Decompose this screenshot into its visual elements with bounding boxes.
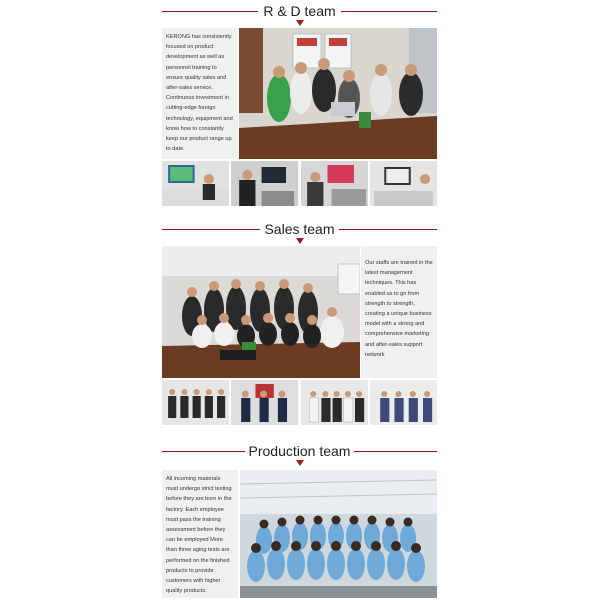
rd-team-description: KERONG has consistently focused on product development as well as personnel training to ensure quality sales and after-sales service. Continuous investment in cutting-edge foreign technology, equipment and know how to constantly keep our product range up to date.	[162, 28, 238, 159]
rd-thumbnail	[370, 161, 437, 206]
rd-thumbnail	[162, 161, 229, 206]
sales-team-description: Our staffs are trained in the latest management techniques. This has enabled us to go from strength to strength, creating a unique business model with a strong and comprehensive marketing and after-sales support network	[361, 246, 437, 378]
sales-thumbnail	[370, 380, 437, 425]
down-triangle-icon	[296, 20, 304, 26]
rd-team-photo	[239, 28, 437, 159]
production-team-description: All incoming materials must undergo strict testing before they are born in the factory. Each employee must pass the training assessment before they can be employed More than three aging tests are performed on the finished products to provide customers with higher quality products.	[162, 470, 238, 598]
down-triangle-icon	[296, 238, 304, 244]
down-triangle-icon	[296, 460, 304, 466]
rd-team-header	[162, 2, 437, 26]
sales-thumbnail	[231, 380, 298, 425]
sales-team-thumbnails	[162, 380, 437, 425]
sales-team-header	[162, 220, 437, 244]
production-team-title: Production team	[245, 443, 355, 459]
production-team-header	[162, 442, 437, 466]
rd-thumbnail	[301, 161, 368, 206]
production-team-photo	[240, 470, 437, 598]
rd-team-title: R & D team	[259, 3, 339, 19]
sales-thumbnail	[301, 380, 368, 425]
rd-thumbnail	[231, 161, 298, 206]
sales-team-title: Sales team	[260, 221, 338, 237]
sales-thumbnail	[162, 380, 229, 425]
sales-team-photo	[162, 246, 360, 378]
rd-team-thumbnails	[162, 161, 437, 206]
